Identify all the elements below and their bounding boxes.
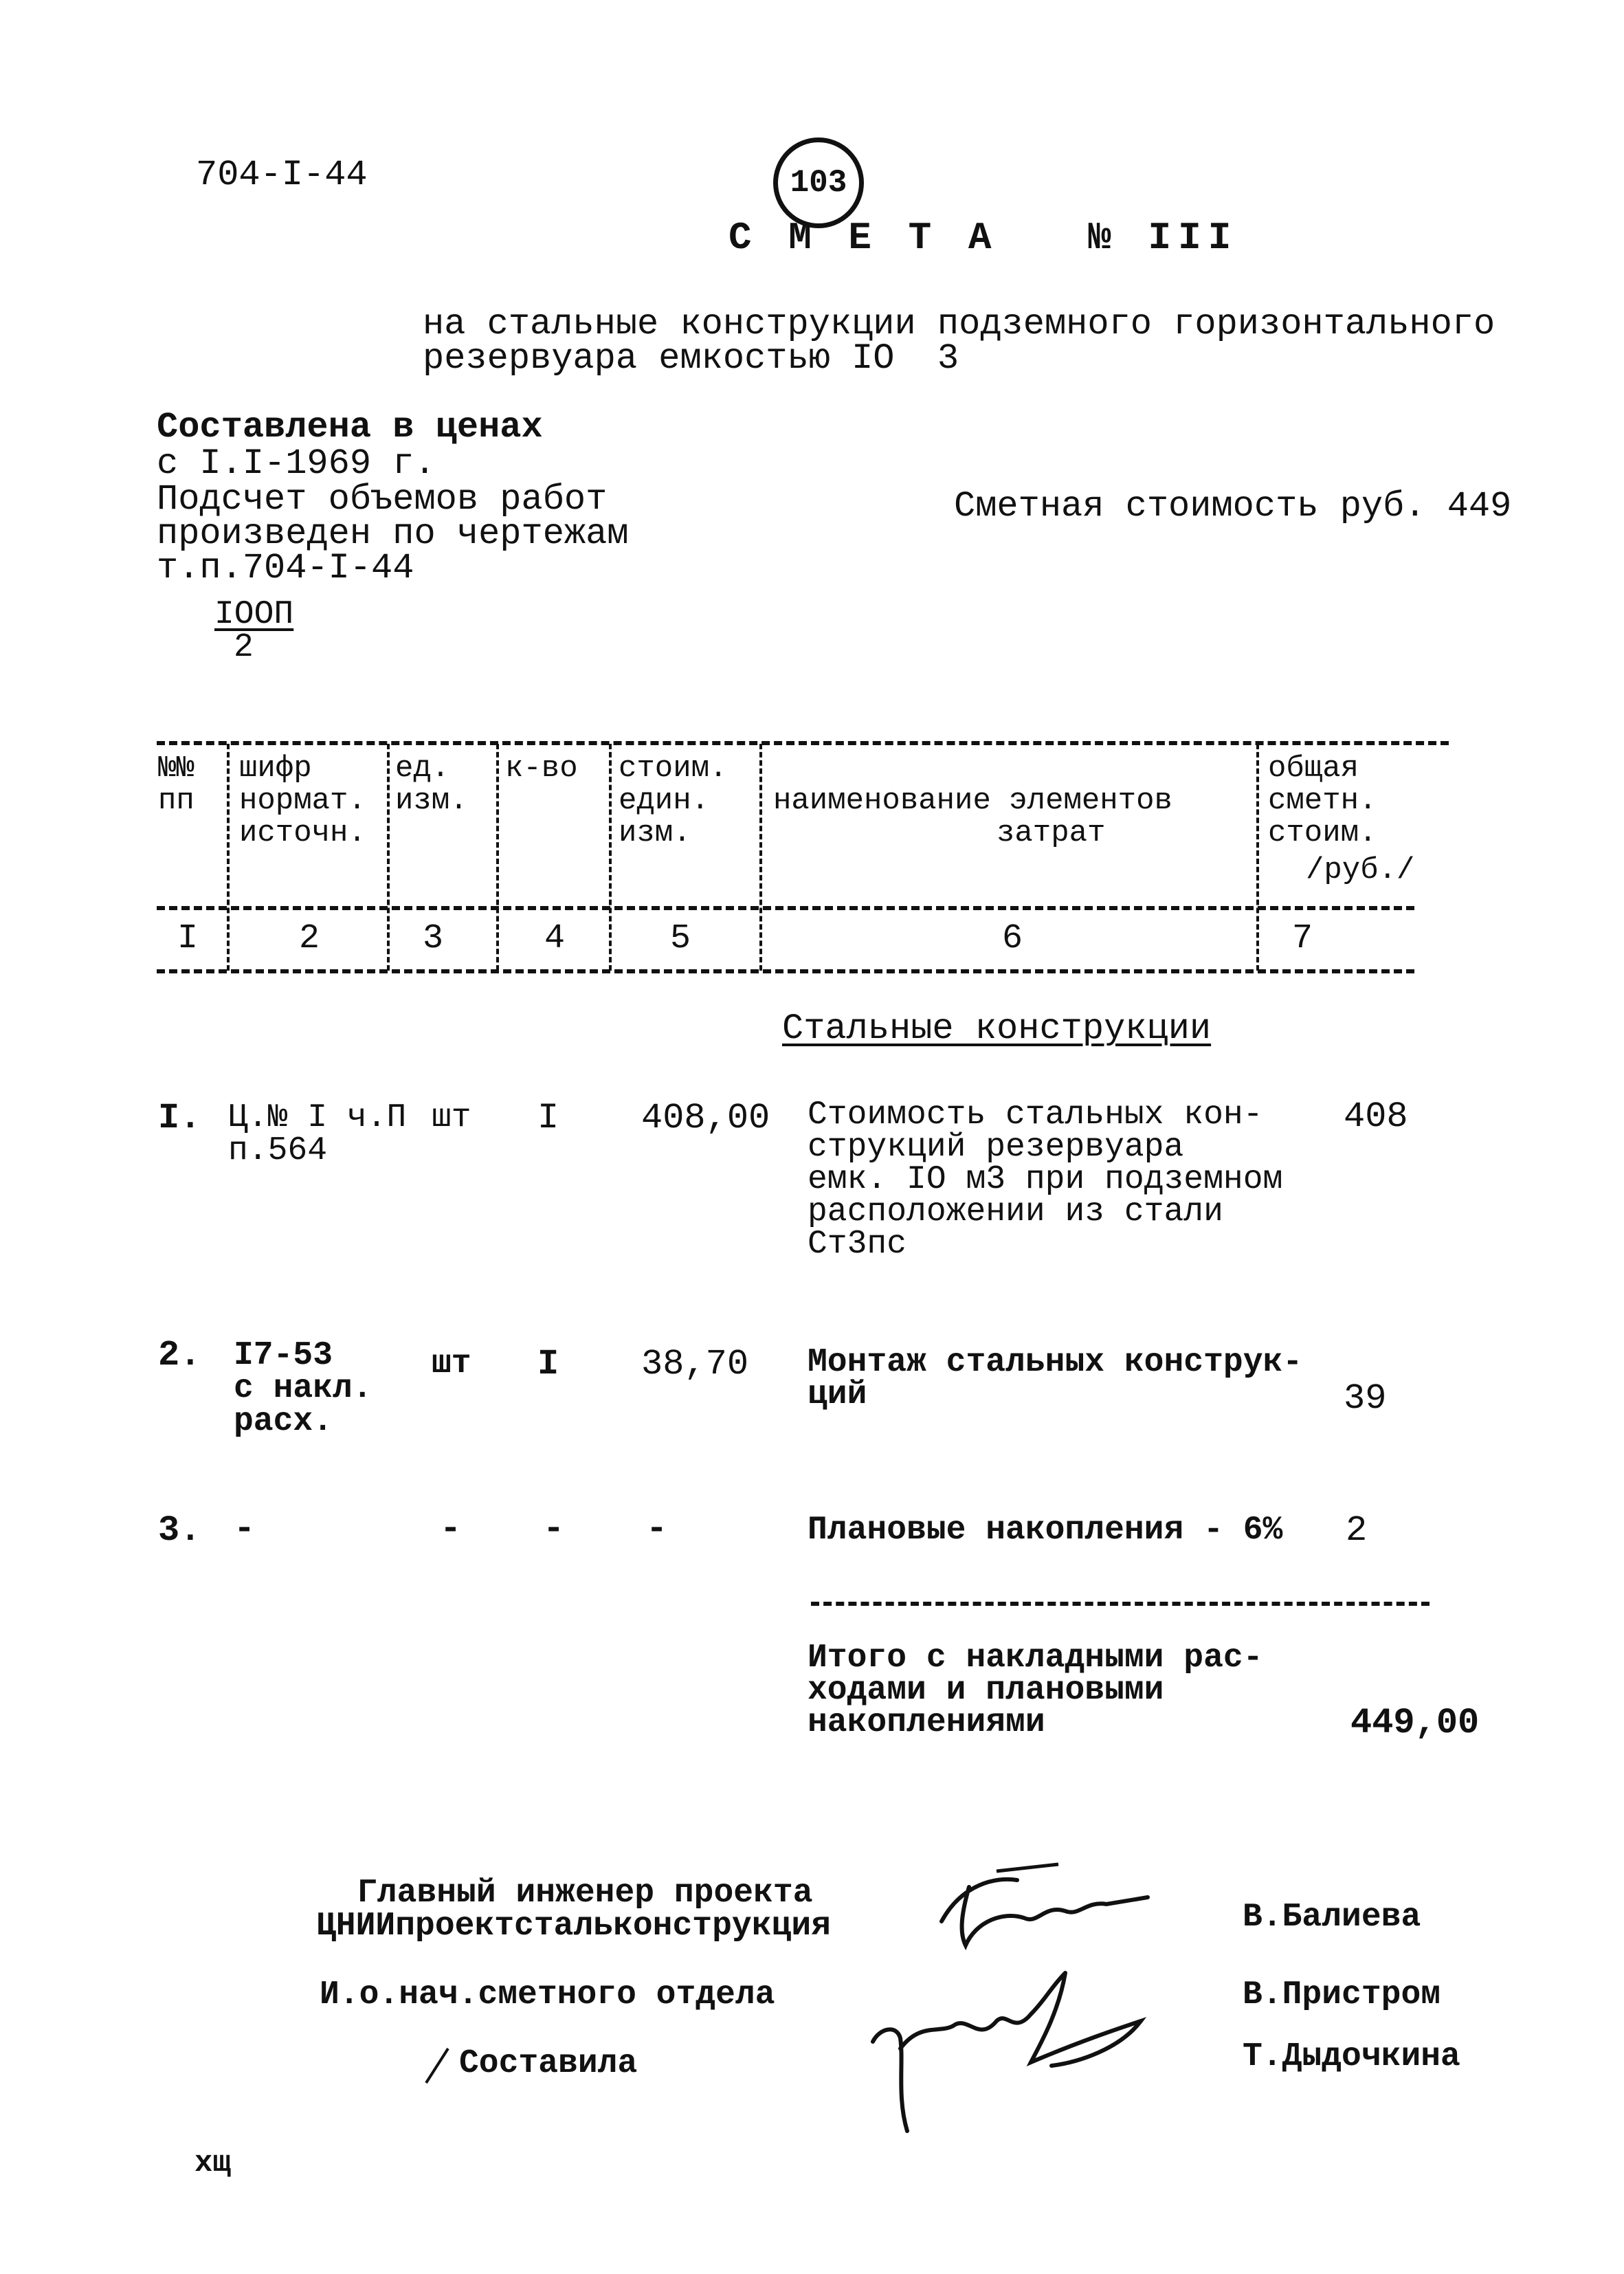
row-1-name-line-4: расположении из стали: [808, 1193, 1223, 1230]
col-number-7: 7: [1292, 919, 1313, 958]
signature-1-role-line-2: ЦНИИпроектстальконструкция: [316, 1908, 831, 1945]
subtitle-line-1: на стальные конструкции подземного горизонтального: [423, 304, 1495, 344]
table-header-rule: [157, 906, 1414, 910]
row-1-qty: I: [537, 1098, 559, 1138]
col-header-2-line-1: шифр: [239, 751, 312, 786]
row-2-number: 2.: [158, 1335, 201, 1376]
document-code: 704-I-44: [196, 155, 368, 195]
col-header-7-line-2: сметн.: [1268, 784, 1377, 818]
row-3-code: -: [234, 1509, 256, 1549]
row-1-unit: шт: [432, 1099, 471, 1136]
row-1-code-line-2: п.564: [228, 1132, 328, 1169]
col-divider-4: [609, 744, 612, 971]
row-1-name-line-1: Стоимость стальных кон-: [808, 1096, 1263, 1134]
row-3-price: -: [646, 1509, 668, 1549]
col-header-7-line-3: стоим.: [1268, 816, 1377, 850]
row-2-name-line-2: ций: [808, 1376, 867, 1413]
row-1-code-line-1: Ц.№ I ч.П: [228, 1099, 407, 1136]
col-header-2-line-2: нормат.: [239, 784, 366, 818]
row-3-qty: -: [543, 1509, 565, 1549]
basis-line-5: т.п.704-I-44: [157, 548, 414, 588]
summary-line-2: ходами и плановыми: [808, 1672, 1164, 1709]
row-2-total: 39: [1344, 1378, 1387, 1419]
col-divider-3: [496, 744, 499, 971]
subtitle-line-2: резервуара емкостью IO 3: [423, 338, 959, 379]
basis-fraction-bottom: 2: [234, 629, 254, 666]
row-2-name-line-1: Монтаж стальных конструк-: [808, 1344, 1303, 1381]
row-3-unit: -: [440, 1509, 462, 1549]
row-2-unit: шт: [432, 1345, 471, 1382]
col-header-6-line-2: затрат: [997, 816, 1106, 850]
row-1-name-line-3: емк. IO м3 при подземном: [808, 1161, 1283, 1198]
col-header-7-line-4: /руб./: [1306, 853, 1415, 887]
row-3-number: 3.: [158, 1510, 201, 1551]
col-header-2-line-3: источн.: [239, 816, 366, 850]
handwritten-signature-1: [921, 1856, 1168, 1959]
col-header-5-line-1: стоим.: [619, 751, 728, 786]
col-number-1: I: [177, 919, 199, 958]
basis-line-4: произведен по чертежам: [157, 514, 629, 554]
tick-mark: [421, 2045, 455, 2086]
row-2-code-line-3: расх.: [234, 1403, 333, 1440]
signature-1-name: В.Балиева: [1243, 1899, 1421, 1936]
row-2-code-line-1: I7-53: [234, 1337, 333, 1374]
col-header-6-line-1: наименование элементов: [773, 784, 1172, 818]
document-title: С М Е Т А № III: [728, 216, 1238, 260]
col-header-5-line-3: изм.: [619, 816, 691, 850]
sheet-number-stamp: 103: [773, 137, 864, 228]
table-top-rule: [157, 741, 1449, 745]
row-1-number: I.: [158, 1098, 201, 1138]
summary-total: 449,00: [1350, 1703, 1480, 1743]
col-header-1-line-2: пп: [158, 784, 194, 818]
col-header-4-line-1: к-во: [505, 751, 578, 786]
signature-3-role: Составила: [459, 2045, 638, 2082]
section-title: Стальные конструкции: [782, 1008, 1212, 1049]
col-number-5: 5: [670, 919, 691, 958]
row-2-qty: I: [537, 1344, 559, 1384]
basis-line-3: Подсчет объемов работ: [157, 479, 608, 520]
row-3-total: 2: [1346, 1510, 1368, 1551]
col-divider-1: [227, 744, 230, 971]
row-1-name-line-2: струкций резервуара: [808, 1129, 1184, 1166]
basis-line-2: с I.I-1969 г.: [157, 443, 436, 484]
row-2-code-line-2: с накл.: [234, 1370, 372, 1407]
summary-rule: [811, 1602, 1430, 1606]
col-header-1-line-1: №№: [158, 751, 194, 786]
estimated-cost: Сметная стоимость руб. 449: [954, 486, 1512, 527]
handwritten-signature-2: [859, 1959, 1175, 2152]
table-numbers-rule: [157, 969, 1414, 973]
basis-fraction-top: IOOП: [214, 596, 294, 633]
signature-2-name: В.Пристром: [1243, 1976, 1441, 2013]
col-header-5-line-2: един.: [619, 784, 710, 818]
signature-1-role-line-1: Главный инженер проекта: [357, 1875, 813, 1912]
col-divider-2: [387, 744, 390, 971]
basis-line-1: Составлена в ценах: [157, 407, 543, 448]
col-header-3-line-1: ед.: [395, 751, 450, 786]
col-header-3-line-2: изм.: [395, 784, 468, 818]
summary-line-3: накоплениями: [808, 1704, 1045, 1741]
row-3-name: Плановые накопления - 6%: [808, 1512, 1283, 1549]
col-header-7-line-1: общая: [1268, 751, 1359, 786]
col-number-3: 3: [423, 919, 444, 958]
col-number-4: 4: [544, 919, 566, 958]
col-divider-5: [759, 744, 762, 971]
col-number-6: 6: [1002, 919, 1023, 958]
row-1-total: 408: [1344, 1096, 1408, 1137]
footer-mark: хщ: [194, 2146, 231, 2181]
col-number-2: 2: [299, 919, 320, 958]
col-divider-6: [1256, 744, 1259, 971]
signature-3-name: Т.Дыдочкина: [1243, 2038, 1460, 2075]
row-1-name-line-5: Ст3пс: [808, 1226, 907, 1263]
row-2-price: 38,70: [641, 1344, 749, 1384]
summary-line-1: Итого с накладными рас-: [808, 1640, 1263, 1677]
signature-2-role: И.о.нач.сметного отдела: [320, 1976, 775, 2013]
row-1-price: 408,00: [641, 1098, 770, 1138]
